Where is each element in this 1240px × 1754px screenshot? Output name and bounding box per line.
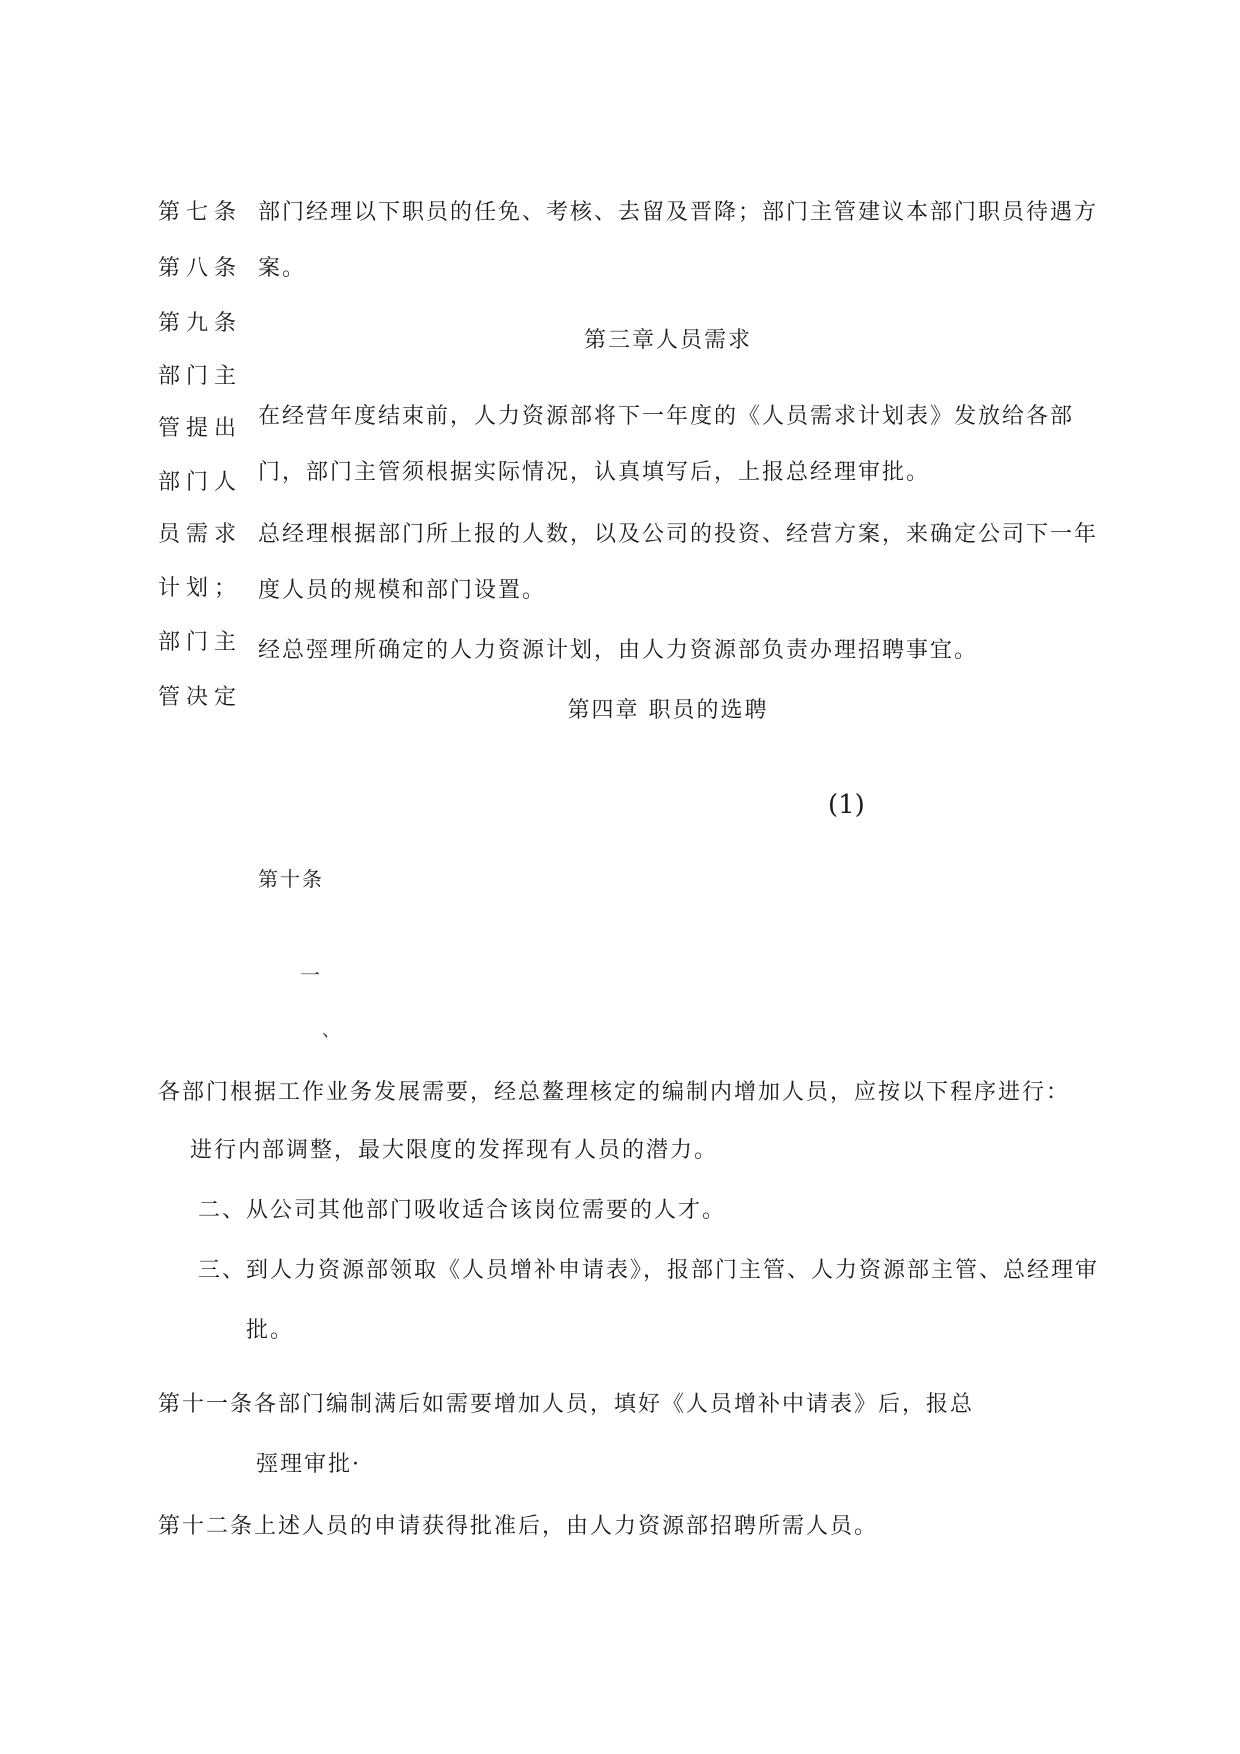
stray-dash: 一 <box>300 963 322 987</box>
left-label: 部门主 <box>158 364 243 389</box>
left-label: 部门主 <box>158 630 243 655</box>
procedure-step1: 进行内部调整，最大限度的发挥现有人员的潜力。 <box>190 1138 719 1163</box>
left-label: 第九条 <box>158 311 243 336</box>
article7-line1: 部门经理以下职员的任免、考核、去留及晋降；部门主管建议本部门职员待遇方 <box>258 200 1099 225</box>
chapter3-title: 第三章人员需求 <box>583 328 752 353</box>
left-label: 部门人 <box>158 470 243 495</box>
procedure-step2: 二、从公司其他部门吸收适合该岗位需要的人才。 <box>198 1198 727 1223</box>
article8-line2: 门，部门主管须根据实际情况，认真填写后，上报总经理审批。 <box>258 460 931 485</box>
article9-line2: 度人员的规模和部门设置。 <box>258 578 547 603</box>
article11-line2: 弳理审批· <box>256 1452 361 1477</box>
stray-mark: 、 <box>322 1020 342 1041</box>
procedure-step3-line2: 批。 <box>246 1318 295 1343</box>
left-label: 管提出 <box>158 416 243 441</box>
article9-line1: 总经理根据部门所上报的人数，以及公司的投资、经营方案，来确定公司下一年 <box>258 522 1099 547</box>
left-label: 第七条 <box>158 200 243 225</box>
article10-intro: 各部门根据工作业务发展需要，经总鳌理核定的编制内增加人员，应按以下程序进行： <box>158 1080 1071 1105</box>
left-label: 管决定 <box>158 685 243 710</box>
chapter4-title: 第四章 职员的选聘 <box>567 698 769 723</box>
article8-line1: 在经营年度结束前，人力资源部将下一年度的《人员需求计划表》发放给各部 <box>258 404 1075 429</box>
left-label: 员需求 <box>158 522 243 547</box>
article9-note: 经总弳理所确定的人力资源计划，由人力资源部负责办理招聘事宜。 <box>258 638 979 663</box>
article12: 第十二条上述人员的申请获得批准后，由人力资源部招聘所需人员。 <box>158 1514 879 1539</box>
article11-line1: 第十一条各部门编制满后如需要增加人员，填好《人员增补中请表》后，报总 <box>158 1392 975 1417</box>
left-label: 第八条 <box>158 256 243 281</box>
procedure-step3-line1: 三、到人力资源部领取《人员增补申请表》，报部门主管、人力资源部主管、总经理审 <box>198 1258 1100 1283</box>
page-number: (1) <box>828 790 865 820</box>
article10-label: 第十条 <box>258 867 324 891</box>
article7-line2: 案。 <box>258 256 307 281</box>
left-label: 计划； <box>158 576 243 601</box>
